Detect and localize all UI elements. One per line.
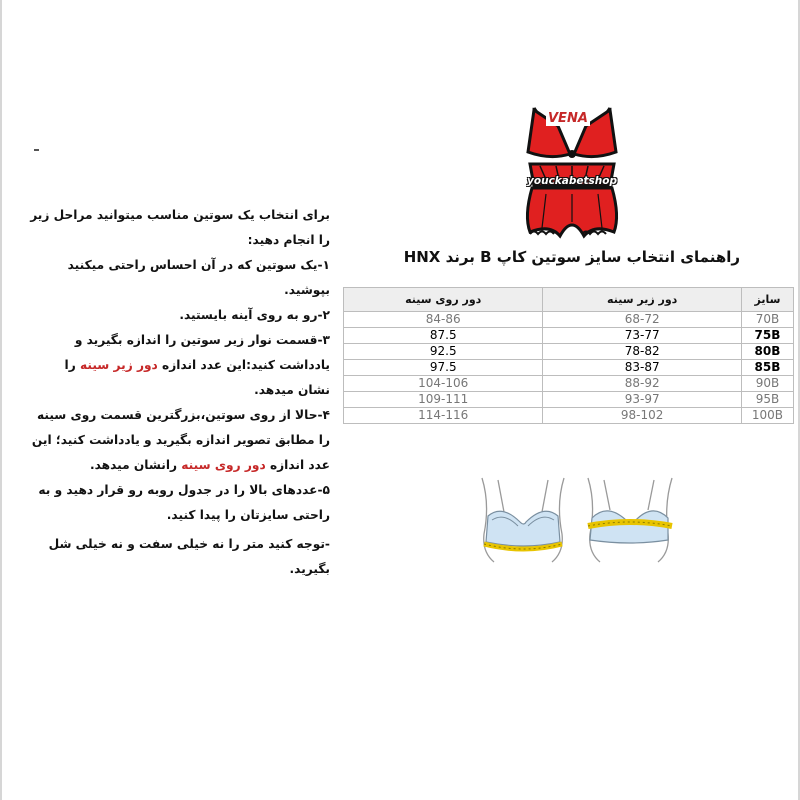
instructions-intro: برای انتخاب یک سوتین مناسب میتوانید مراحل زیر را انجام دهید: [30, 208, 330, 247]
overbust-cell: 84-86 [344, 312, 543, 328]
underbust-cell: 68-72 [543, 312, 741, 328]
header-underbust: دور زیر سینه [543, 288, 741, 312]
overbust-cell: 109-111 [344, 392, 543, 408]
underbust-cell: 78-82 [543, 344, 741, 360]
overbust-cell: 87.5 [344, 328, 543, 344]
size-cell: 75B [741, 328, 793, 344]
instruction-step-2: ۲-رو به روی آینه بایستید. [179, 308, 330, 322]
table-row [344, 408, 794, 424]
table-row [344, 392, 794, 408]
header-size: سایز [741, 288, 793, 312]
size-table [343, 287, 794, 424]
table-row [344, 328, 794, 344]
step-4-text: ۴-حالا از روی سوتین،بزرگترین قسمت روی سینه را مطابق تصویر اندازه بگیرید و یادداشت کنید؛ این عدد اندازه [31, 408, 330, 472]
underbust-cell: 98-102 [543, 408, 741, 424]
size-cell: 95B [741, 392, 793, 408]
overbust-cell: 97.5 [344, 360, 543, 376]
step-3-end: را نشان میدهد. [64, 358, 330, 397]
left-border [0, 0, 2, 800]
table-row [344, 344, 794, 360]
size-cell: 100B [741, 408, 793, 424]
size-cell: 90B [741, 376, 793, 392]
logo-top-text: VENA [548, 111, 588, 126]
overbust-highlight: دور روی سینه [181, 458, 266, 472]
underbust-cell: 73-77 [543, 328, 741, 344]
instruction-step-3 [30, 328, 330, 403]
overbust-cell: 92.5 [344, 344, 543, 360]
size-cell: 85B [741, 360, 793, 376]
instruction-step-1: ۱-یک سوتین که در آن احساس راحتی میکنید بپوشید. [67, 258, 330, 297]
size-cell: 70B [741, 312, 793, 328]
overbust-cell: 114-116 [344, 408, 543, 424]
step-3-text: ۳-قسمت نوار زیر سوتین را اندازه بگیرید و یادداشت کنید:این عدد اندازه [74, 333, 330, 372]
overbust-cell: 104-106 [344, 376, 543, 392]
measurement-instructions [30, 203, 330, 582]
instruction-step-4 [30, 403, 330, 478]
instruction-step-5: ۵-عددهای بالا را در جدول روبه رو قرار دهید و به راحتی سایزتان را پیدا کنید. [38, 483, 330, 522]
table-row [344, 376, 794, 392]
underbust-cell: 83-87 [543, 360, 741, 376]
table-row [344, 360, 794, 376]
size-guide-title: راهنمای انتخاب سایز سوتین کاپ B برند HNX [403, 248, 740, 266]
table-row [344, 312, 794, 328]
underbust-cell: 93-97 [543, 392, 741, 408]
logo-bottom-text: youckabetshop [527, 175, 617, 187]
header-overbust: دور روی سینه [344, 288, 543, 312]
stray-mark [34, 149, 39, 151]
size-cell: 80B [741, 344, 793, 360]
brand-logo [520, 104, 624, 244]
underbust-highlight: دور زیر سینه [79, 358, 158, 372]
table-header-row [344, 288, 794, 312]
step-4-end: رانشان میدهد. [89, 458, 182, 472]
instruction-note: -توجه کنید متر را نه خیلی سفت و نه خیلی شل بگیرید. [48, 537, 330, 576]
underbust-cell: 88-92 [543, 376, 741, 392]
bra-measurement-illustration [468, 474, 680, 564]
bra-measurement-illustration-icon [468, 474, 680, 564]
